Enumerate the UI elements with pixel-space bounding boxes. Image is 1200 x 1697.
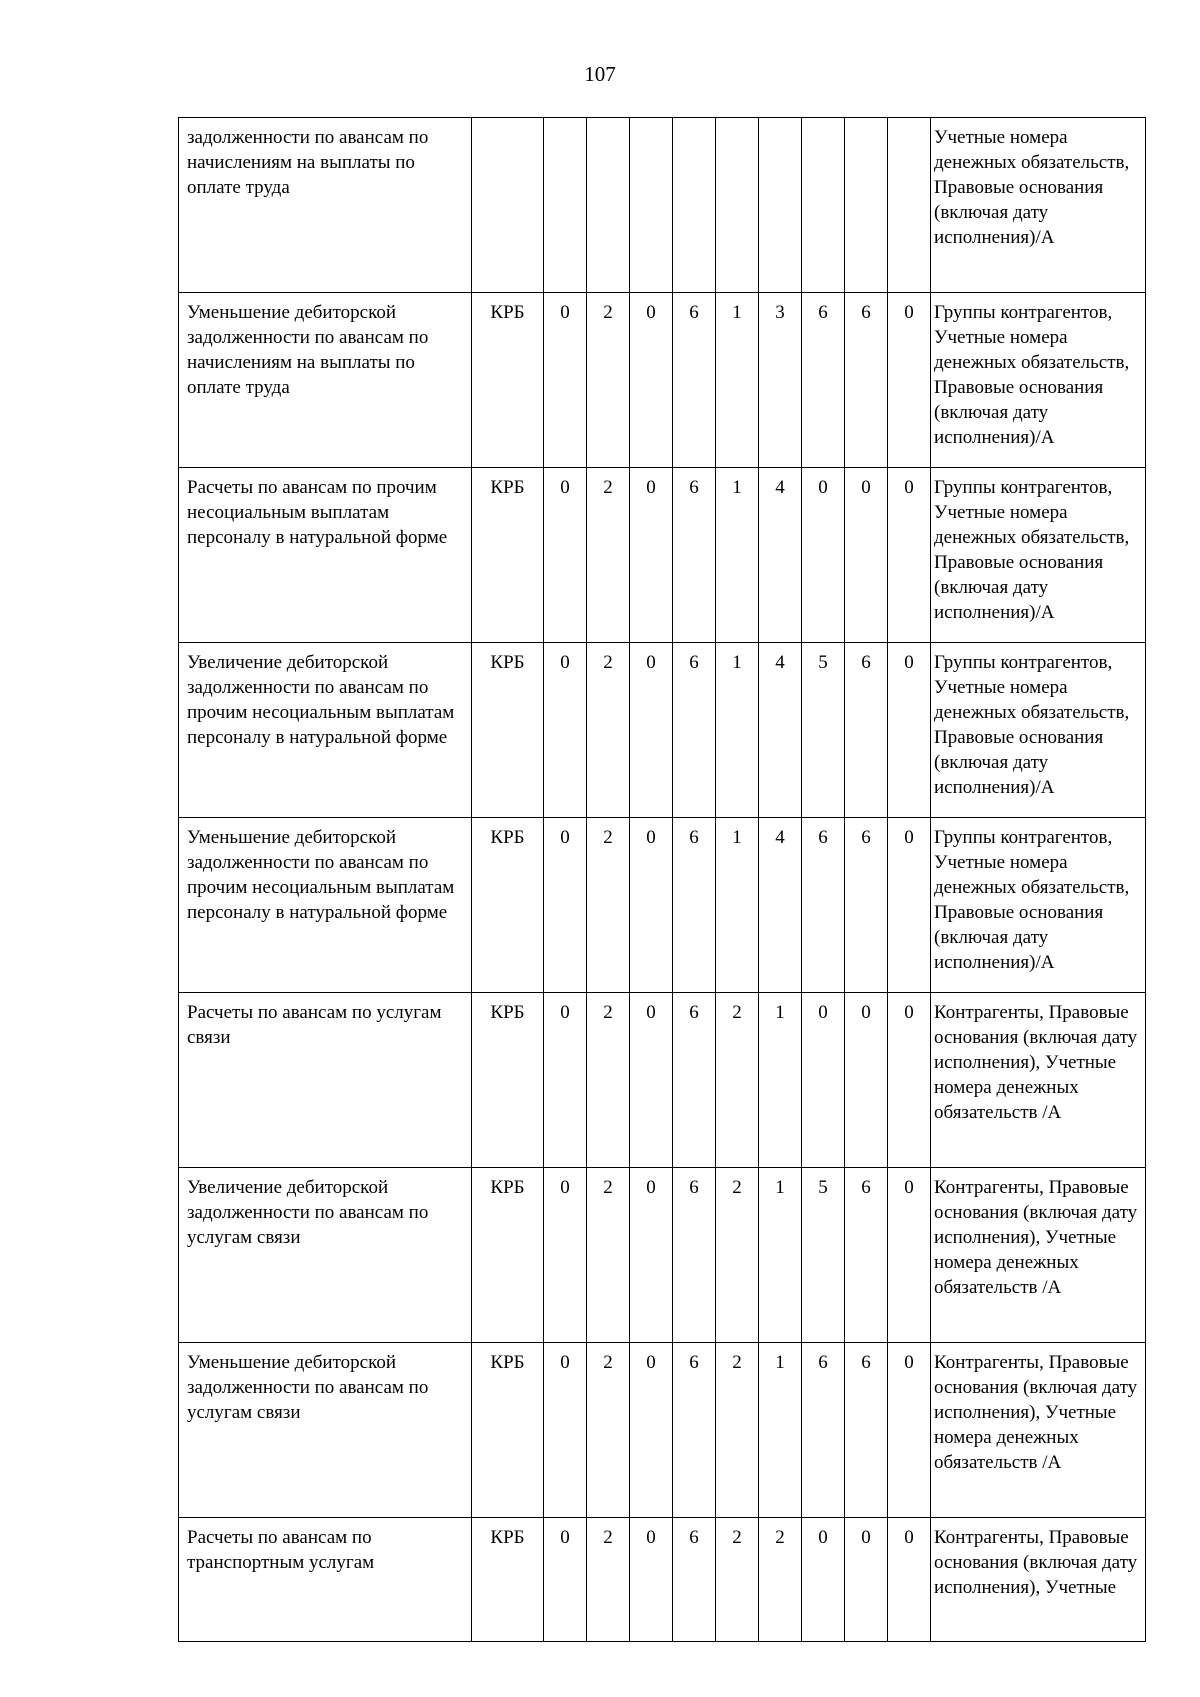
account-digit: 0 bbox=[888, 993, 931, 1168]
account-name: Расчеты по авансам по прочим несоциальным выплатам персоналу в натуральной форме bbox=[179, 468, 472, 643]
account-digit: 0 bbox=[544, 1168, 587, 1343]
account-digit: 6 bbox=[845, 1343, 888, 1518]
account-digit: 0 bbox=[630, 293, 673, 468]
account-digit: 0 bbox=[630, 993, 673, 1168]
account-digit: 0 bbox=[888, 293, 931, 468]
table-row bbox=[179, 118, 1146, 293]
account-digit: 5 bbox=[802, 1168, 845, 1343]
page-number: 107 bbox=[584, 62, 616, 86]
account-digit: 0 bbox=[802, 1518, 845, 1642]
account-digit: 2 bbox=[587, 1343, 630, 1518]
analytics-attributes: Учетные номера денежных обязательств, Правовые основания (включая дату исполнения)/А bbox=[931, 118, 1146, 293]
account-digit: 6 bbox=[673, 643, 716, 818]
account-digit: 1 bbox=[716, 818, 759, 993]
account-digit: 6 bbox=[845, 293, 888, 468]
account-name: Увеличение дебиторской задолженности по авансам по услугам связи bbox=[179, 1168, 472, 1343]
account-digit: 0 bbox=[802, 468, 845, 643]
account-digit: 0 bbox=[630, 468, 673, 643]
account-digit: 6 bbox=[673, 1168, 716, 1343]
account-digit: 2 bbox=[587, 1168, 630, 1343]
account-digit: 2 bbox=[716, 1518, 759, 1642]
account-digit: 6 bbox=[673, 1518, 716, 1642]
account-digit: 1 bbox=[759, 1168, 802, 1343]
account-digit: 6 bbox=[845, 1168, 888, 1343]
table-row bbox=[179, 1343, 1146, 1518]
account-digit: 2 bbox=[716, 1168, 759, 1343]
account-digit: 2 bbox=[716, 993, 759, 1168]
table-row bbox=[179, 293, 1146, 468]
account-digit: 1 bbox=[716, 643, 759, 818]
account-digit: 0 bbox=[630, 1168, 673, 1343]
account-digit: 2 bbox=[587, 1518, 630, 1642]
table-row bbox=[179, 1518, 1146, 1642]
account-digit: 0 bbox=[544, 293, 587, 468]
analytics-attributes: Группы контрагентов, Учетные номера денежных обязательств, Правовые основания (включая дату исполнения)/А bbox=[931, 643, 1146, 818]
account-digit: 6 bbox=[673, 818, 716, 993]
account-code: КРБ bbox=[472, 468, 544, 643]
account-digit: 6 bbox=[673, 993, 716, 1168]
analytics-attributes: Группы контрагентов, Учетные номера денежных обязательств, Правовые основания (включая дату исполнения)/А bbox=[931, 468, 1146, 643]
account-digit: 3 bbox=[759, 293, 802, 468]
analytics-attributes: Группы контрагентов, Учетные номера денежных обязательств, Правовые основания (включая дату исполнения)/А bbox=[931, 293, 1146, 468]
account-digit: 6 bbox=[802, 293, 845, 468]
account-digit: 6 bbox=[673, 468, 716, 643]
account-digit: 0 bbox=[888, 1168, 931, 1343]
account-digit: 0 bbox=[888, 643, 931, 818]
account-name: Уменьшение дебиторской задолженности по авансам по прочим несоциальным выплатам персоналу в натуральной форме bbox=[179, 818, 472, 993]
account-name: Расчеты по авансам по услугам связи bbox=[179, 993, 472, 1168]
account-digit bbox=[673, 118, 716, 293]
table-row bbox=[179, 643, 1146, 818]
account-code: КРБ bbox=[472, 1518, 544, 1642]
account-digit: 0 bbox=[888, 1518, 931, 1642]
account-digit: 0 bbox=[544, 993, 587, 1168]
analytics-attributes: Контрагенты, Правовые основания (включая дату исполнения), Учетные номера денежных обязательств /А bbox=[931, 993, 1146, 1168]
account-code: КРБ bbox=[472, 818, 544, 993]
account-digit: 5 bbox=[802, 643, 845, 818]
account-digit: 6 bbox=[673, 293, 716, 468]
account-digit: 0 bbox=[888, 818, 931, 993]
account-digit bbox=[716, 118, 759, 293]
account-digit: 6 bbox=[845, 818, 888, 993]
account-code: КРБ bbox=[472, 293, 544, 468]
account-digit: 0 bbox=[845, 993, 888, 1168]
account-name: Расчеты по авансам по транспортным услугам bbox=[179, 1518, 472, 1642]
account-digit: 0 bbox=[845, 468, 888, 643]
analytics-attributes: Контрагенты, Правовые основания (включая дату исполнения), Учетные bbox=[931, 1518, 1146, 1642]
account-digit: 0 bbox=[630, 818, 673, 993]
account-code: КРБ bbox=[472, 1168, 544, 1343]
account-digit: 4 bbox=[759, 468, 802, 643]
account-digit bbox=[845, 118, 888, 293]
account-digit: 1 bbox=[759, 993, 802, 1168]
account-name: задолженности по авансам по начислениям на выплаты по оплате труда bbox=[179, 118, 472, 293]
account-digit: 2 bbox=[587, 468, 630, 643]
account-digit: 2 bbox=[759, 1518, 802, 1642]
account-digit: 4 bbox=[759, 643, 802, 818]
account-digit: 0 bbox=[544, 1518, 587, 1642]
account-digit bbox=[759, 118, 802, 293]
analytics-attributes: Группы контрагентов, Учетные номера денежных обязательств, Правовые основания (включая дату исполнения)/А bbox=[931, 818, 1146, 993]
account-digit: 0 bbox=[544, 818, 587, 993]
account-digit: 2 bbox=[587, 293, 630, 468]
account-name: Увеличение дебиторской задолженности по авансам по прочим несоциальным выплатам персоналу в натуральной форме bbox=[179, 643, 472, 818]
account-code: КРБ bbox=[472, 993, 544, 1168]
account-digit bbox=[888, 118, 931, 293]
account-digit: 2 bbox=[587, 643, 630, 818]
account-digit: 0 bbox=[845, 1518, 888, 1642]
account-name: Уменьшение дебиторской задолженности по авансам по услугам связи bbox=[179, 1343, 472, 1518]
account-digit: 6 bbox=[845, 643, 888, 818]
account-digit bbox=[544, 118, 587, 293]
account-digit: 0 bbox=[888, 468, 931, 643]
account-digit bbox=[630, 118, 673, 293]
account-digit: 1 bbox=[716, 468, 759, 643]
account-digit: 0 bbox=[544, 468, 587, 643]
account-digit: 0 bbox=[544, 1343, 587, 1518]
account-code: КРБ bbox=[472, 643, 544, 818]
table-row bbox=[179, 993, 1146, 1168]
account-digit: 0 bbox=[630, 1343, 673, 1518]
account-code: КРБ bbox=[472, 1343, 544, 1518]
account-digit bbox=[587, 118, 630, 293]
account-digit: 1 bbox=[716, 293, 759, 468]
account-digit: 0 bbox=[630, 643, 673, 818]
account-digit: 1 bbox=[759, 1343, 802, 1518]
table-row bbox=[179, 468, 1146, 643]
account-digit: 4 bbox=[759, 818, 802, 993]
table-row bbox=[179, 818, 1146, 993]
analytics-attributes: Контрагенты, Правовые основания (включая дату исполнения), Учетные номера денежных обязательств /А bbox=[931, 1343, 1146, 1518]
table-row bbox=[179, 1168, 1146, 1343]
account-digit: 0 bbox=[802, 993, 845, 1168]
account-digit: 0 bbox=[630, 1518, 673, 1642]
account-digit: 6 bbox=[673, 1343, 716, 1518]
analytics-attributes: Контрагенты, Правовые основания (включая дату исполнения), Учетные номера денежных обязательств /А bbox=[931, 1168, 1146, 1343]
account-digit: 0 bbox=[888, 1343, 931, 1518]
account-digit: 6 bbox=[802, 818, 845, 993]
account-digit: 2 bbox=[587, 993, 630, 1168]
account-digit: 2 bbox=[716, 1343, 759, 1518]
account-digit bbox=[802, 118, 845, 293]
account-name: Уменьшение дебиторской задолженности по авансам по начислениям на выплаты по оплате труда bbox=[179, 293, 472, 468]
account-digit: 0 bbox=[544, 643, 587, 818]
account-digit: 6 bbox=[802, 1343, 845, 1518]
account-code bbox=[472, 118, 544, 293]
accounts-table bbox=[178, 117, 1146, 1642]
account-digit: 2 bbox=[587, 818, 630, 993]
